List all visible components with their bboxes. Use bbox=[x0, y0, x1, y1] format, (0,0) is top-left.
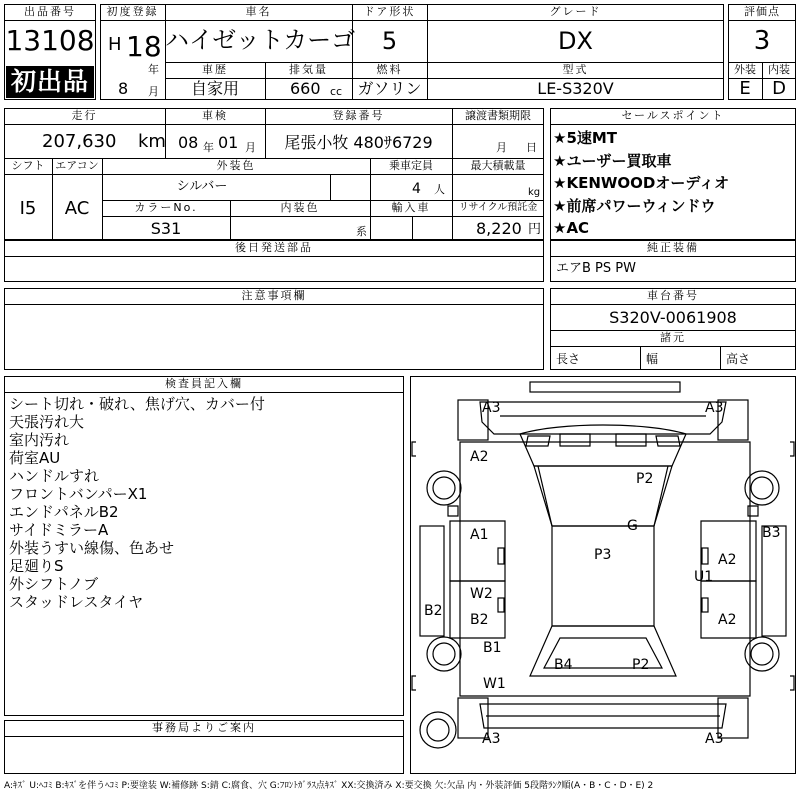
lot-number: 13108 bbox=[5, 24, 95, 57]
office-label: 事務局よりご案内 bbox=[152, 721, 256, 734]
damage-label-right-dent: U1 bbox=[694, 569, 714, 585]
year-unit: 年 bbox=[148, 63, 159, 76]
load-label: 最大積載量 bbox=[470, 159, 526, 172]
inspector-note: ハンドルすれ bbox=[9, 467, 100, 485]
history: 自家用 bbox=[190, 79, 239, 98]
ac: AC bbox=[64, 198, 90, 219]
sales-point-item: ★5速MT bbox=[553, 129, 618, 147]
recycle-unit: 円 bbox=[528, 222, 542, 237]
score-label: 評価点 bbox=[744, 5, 780, 18]
ext-label: 外装 bbox=[734, 63, 756, 76]
inspector-note: 荷室AU bbox=[9, 449, 61, 467]
fuel: ガソリン bbox=[357, 79, 422, 98]
mileage-unit: km bbox=[138, 131, 166, 152]
lot-number-label: 出品番号 bbox=[24, 5, 76, 18]
damage-label-back-door-right: P2 bbox=[632, 657, 650, 673]
inspector-note: フロントバンパーX1 bbox=[9, 485, 148, 503]
transfer-month-unit: 月 bbox=[496, 141, 507, 154]
inspector-label: 検査員記入欄 bbox=[165, 377, 243, 390]
recycle-fee: 8,220 bbox=[476, 219, 522, 238]
ac-label: エアコン bbox=[55, 159, 99, 172]
car-diagram bbox=[410, 376, 796, 774]
reg-label: 初度登録 bbox=[106, 5, 159, 18]
damage-label-rear-left-corner: A3 bbox=[482, 731, 501, 747]
capacity: 4 bbox=[412, 181, 421, 197]
door-label: ドア形状 bbox=[363, 5, 416, 18]
inspector-note: 天張汚れ大 bbox=[9, 413, 85, 431]
score: 3 bbox=[753, 26, 771, 56]
sales-point-item: ★KENWOODオーディオ bbox=[553, 174, 730, 192]
reg-year: 18 bbox=[126, 30, 162, 63]
import-label: 輸入車 bbox=[391, 201, 431, 214]
damage-label-hood: P2 bbox=[636, 471, 654, 487]
damage-label-roof: P3 bbox=[594, 547, 612, 563]
damage-label-right-front-door: A2 bbox=[718, 552, 737, 568]
damage-label-right-panel: B3 bbox=[762, 525, 781, 541]
displacement-label: 排気量 bbox=[289, 63, 328, 76]
length-label: 長さ bbox=[556, 352, 581, 366]
inspector-notes bbox=[9, 395, 265, 611]
sales-point-label: セールスポイント bbox=[621, 109, 725, 122]
width-label: 幅 bbox=[646, 352, 659, 366]
caution-label: 注意事項欄 bbox=[241, 289, 307, 302]
exterior-color-label: 外装色 bbox=[216, 159, 256, 172]
later-parts-label: 後日発送部品 bbox=[235, 241, 313, 254]
first-listing-text: 初出品 bbox=[10, 67, 89, 96]
int-score: D bbox=[772, 78, 786, 99]
genuine-equipment-label: 純正装備 bbox=[647, 241, 699, 254]
damage-label-left-repair: W2 bbox=[470, 586, 493, 602]
recycle-label: リサイクル預託金 bbox=[458, 202, 538, 213]
capacity-unit: 人 bbox=[434, 183, 445, 196]
sales-point-item: ★AC bbox=[553, 219, 590, 237]
inspector-note: スタッドレスタイヤ bbox=[9, 593, 144, 611]
height-label: 高さ bbox=[726, 352, 751, 366]
grade: DX bbox=[558, 27, 593, 55]
interior-color-label: 内装色 bbox=[280, 201, 320, 214]
model: LE-S320V bbox=[537, 79, 614, 98]
sales-point-item: ★前席パワーウィンドウ bbox=[553, 196, 716, 215]
displacement-unit: cc bbox=[330, 85, 343, 98]
inspection-year: 08 bbox=[178, 133, 199, 152]
damage-label-left-rear-repair: W1 bbox=[483, 676, 506, 692]
inspector-note: エンドパネルB2 bbox=[9, 503, 119, 521]
damage-label-front-right-corner: A3 bbox=[705, 400, 724, 416]
damage-label-front-left-fender: A2 bbox=[470, 449, 489, 465]
fuel-label: 燃料 bbox=[376, 63, 403, 76]
month-unit: 月 bbox=[148, 85, 159, 98]
capacity-label: 乗車定員 bbox=[389, 159, 433, 172]
inspector-note: 室内汚れ bbox=[9, 431, 70, 449]
genuine-equipment: エアB PS PW bbox=[556, 261, 636, 276]
transfer-label: 譲渡書類期限 bbox=[465, 109, 531, 122]
model-label: 型式 bbox=[562, 63, 589, 76]
damage-label-left-front-door: A1 bbox=[470, 527, 489, 543]
color-number: S31 bbox=[150, 219, 182, 238]
sales-point-item: ★ユーザー買取車 bbox=[553, 151, 672, 170]
damage-label-back-door-left: B4 bbox=[554, 657, 573, 673]
footer-legend: A:ｷｽﾞ U:ﾍｺﾐ B:ｷｽﾞを伴うﾍｺﾐ P:要塗装 W:補修跡 S:錆 C:腐食、穴 G:ﾌﾛﾝﾄｶﾞﾗｽ点ｷｽﾞ XX:交換済み X:要交換 欠:欠品 内・外装評価 5段階ﾗﾝｸ順(A・B・C・D・E) 2 bbox=[4, 781, 654, 791]
plate-label: 登録番号 bbox=[332, 109, 385, 122]
chassis-number: S320V-0061908 bbox=[609, 308, 737, 327]
damage-label-front-left-corner: A3 bbox=[482, 400, 501, 416]
colorno-label: カラーNo. bbox=[134, 201, 198, 214]
name-label: 車名 bbox=[245, 5, 272, 18]
mileage-label: 走行 bbox=[71, 109, 98, 122]
damage-label-windshield: G bbox=[627, 518, 638, 534]
door-type: 5 bbox=[381, 27, 398, 55]
inspector-note: 足廻りS bbox=[9, 557, 64, 575]
ext-score: E bbox=[739, 78, 751, 99]
damage-label-rear-right-corner: A3 bbox=[705, 731, 724, 747]
car-name: ハイゼットカーゴ bbox=[165, 26, 356, 54]
damage-label-right-rear-door: A2 bbox=[718, 612, 737, 628]
dimensions-label: 諸元 bbox=[660, 331, 686, 344]
inspection-month-unit: 月 bbox=[245, 141, 256, 154]
inspector-note: 外シフトノブ bbox=[9, 575, 99, 593]
load-unit: kg bbox=[528, 187, 541, 198]
damage-label-left-rear-quarter: B1 bbox=[483, 640, 502, 656]
interior-color-unit: 系 bbox=[356, 225, 367, 238]
sales-point-list bbox=[553, 127, 729, 240]
inspector-note: 外装うすい線傷、色あせ bbox=[9, 539, 175, 557]
grade-label: グレード bbox=[549, 5, 602, 18]
inspection-month: 01 bbox=[218, 133, 239, 152]
reg-month: 8 bbox=[118, 79, 129, 98]
displacement: 660 bbox=[290, 79, 321, 98]
transfer-day-unit: 日 bbox=[526, 141, 537, 154]
int-label: 内装 bbox=[768, 63, 790, 76]
damage-label-left-panel: B2 bbox=[424, 603, 443, 619]
inspection-year-unit: 年 bbox=[203, 141, 214, 154]
chassis-label: 車台番号 bbox=[647, 289, 699, 302]
inspector-note: シート切れ・破れ、焦げ穴、カバー付 bbox=[9, 395, 265, 413]
plate-number: 尾張小牧 480ｻ6729 bbox=[284, 133, 433, 152]
shift-label: シフト bbox=[11, 159, 45, 172]
era: H bbox=[108, 34, 122, 55]
shift: I5 bbox=[19, 198, 37, 219]
history-label: 車歴 bbox=[202, 63, 228, 76]
exterior-color: シルバー bbox=[176, 179, 228, 194]
inspection-label: 車検 bbox=[202, 109, 228, 122]
mileage: 207,630 bbox=[42, 131, 117, 152]
damage-label-left-rear-door: B2 bbox=[470, 612, 489, 628]
inspector-note: サイドミラーA bbox=[9, 521, 109, 539]
